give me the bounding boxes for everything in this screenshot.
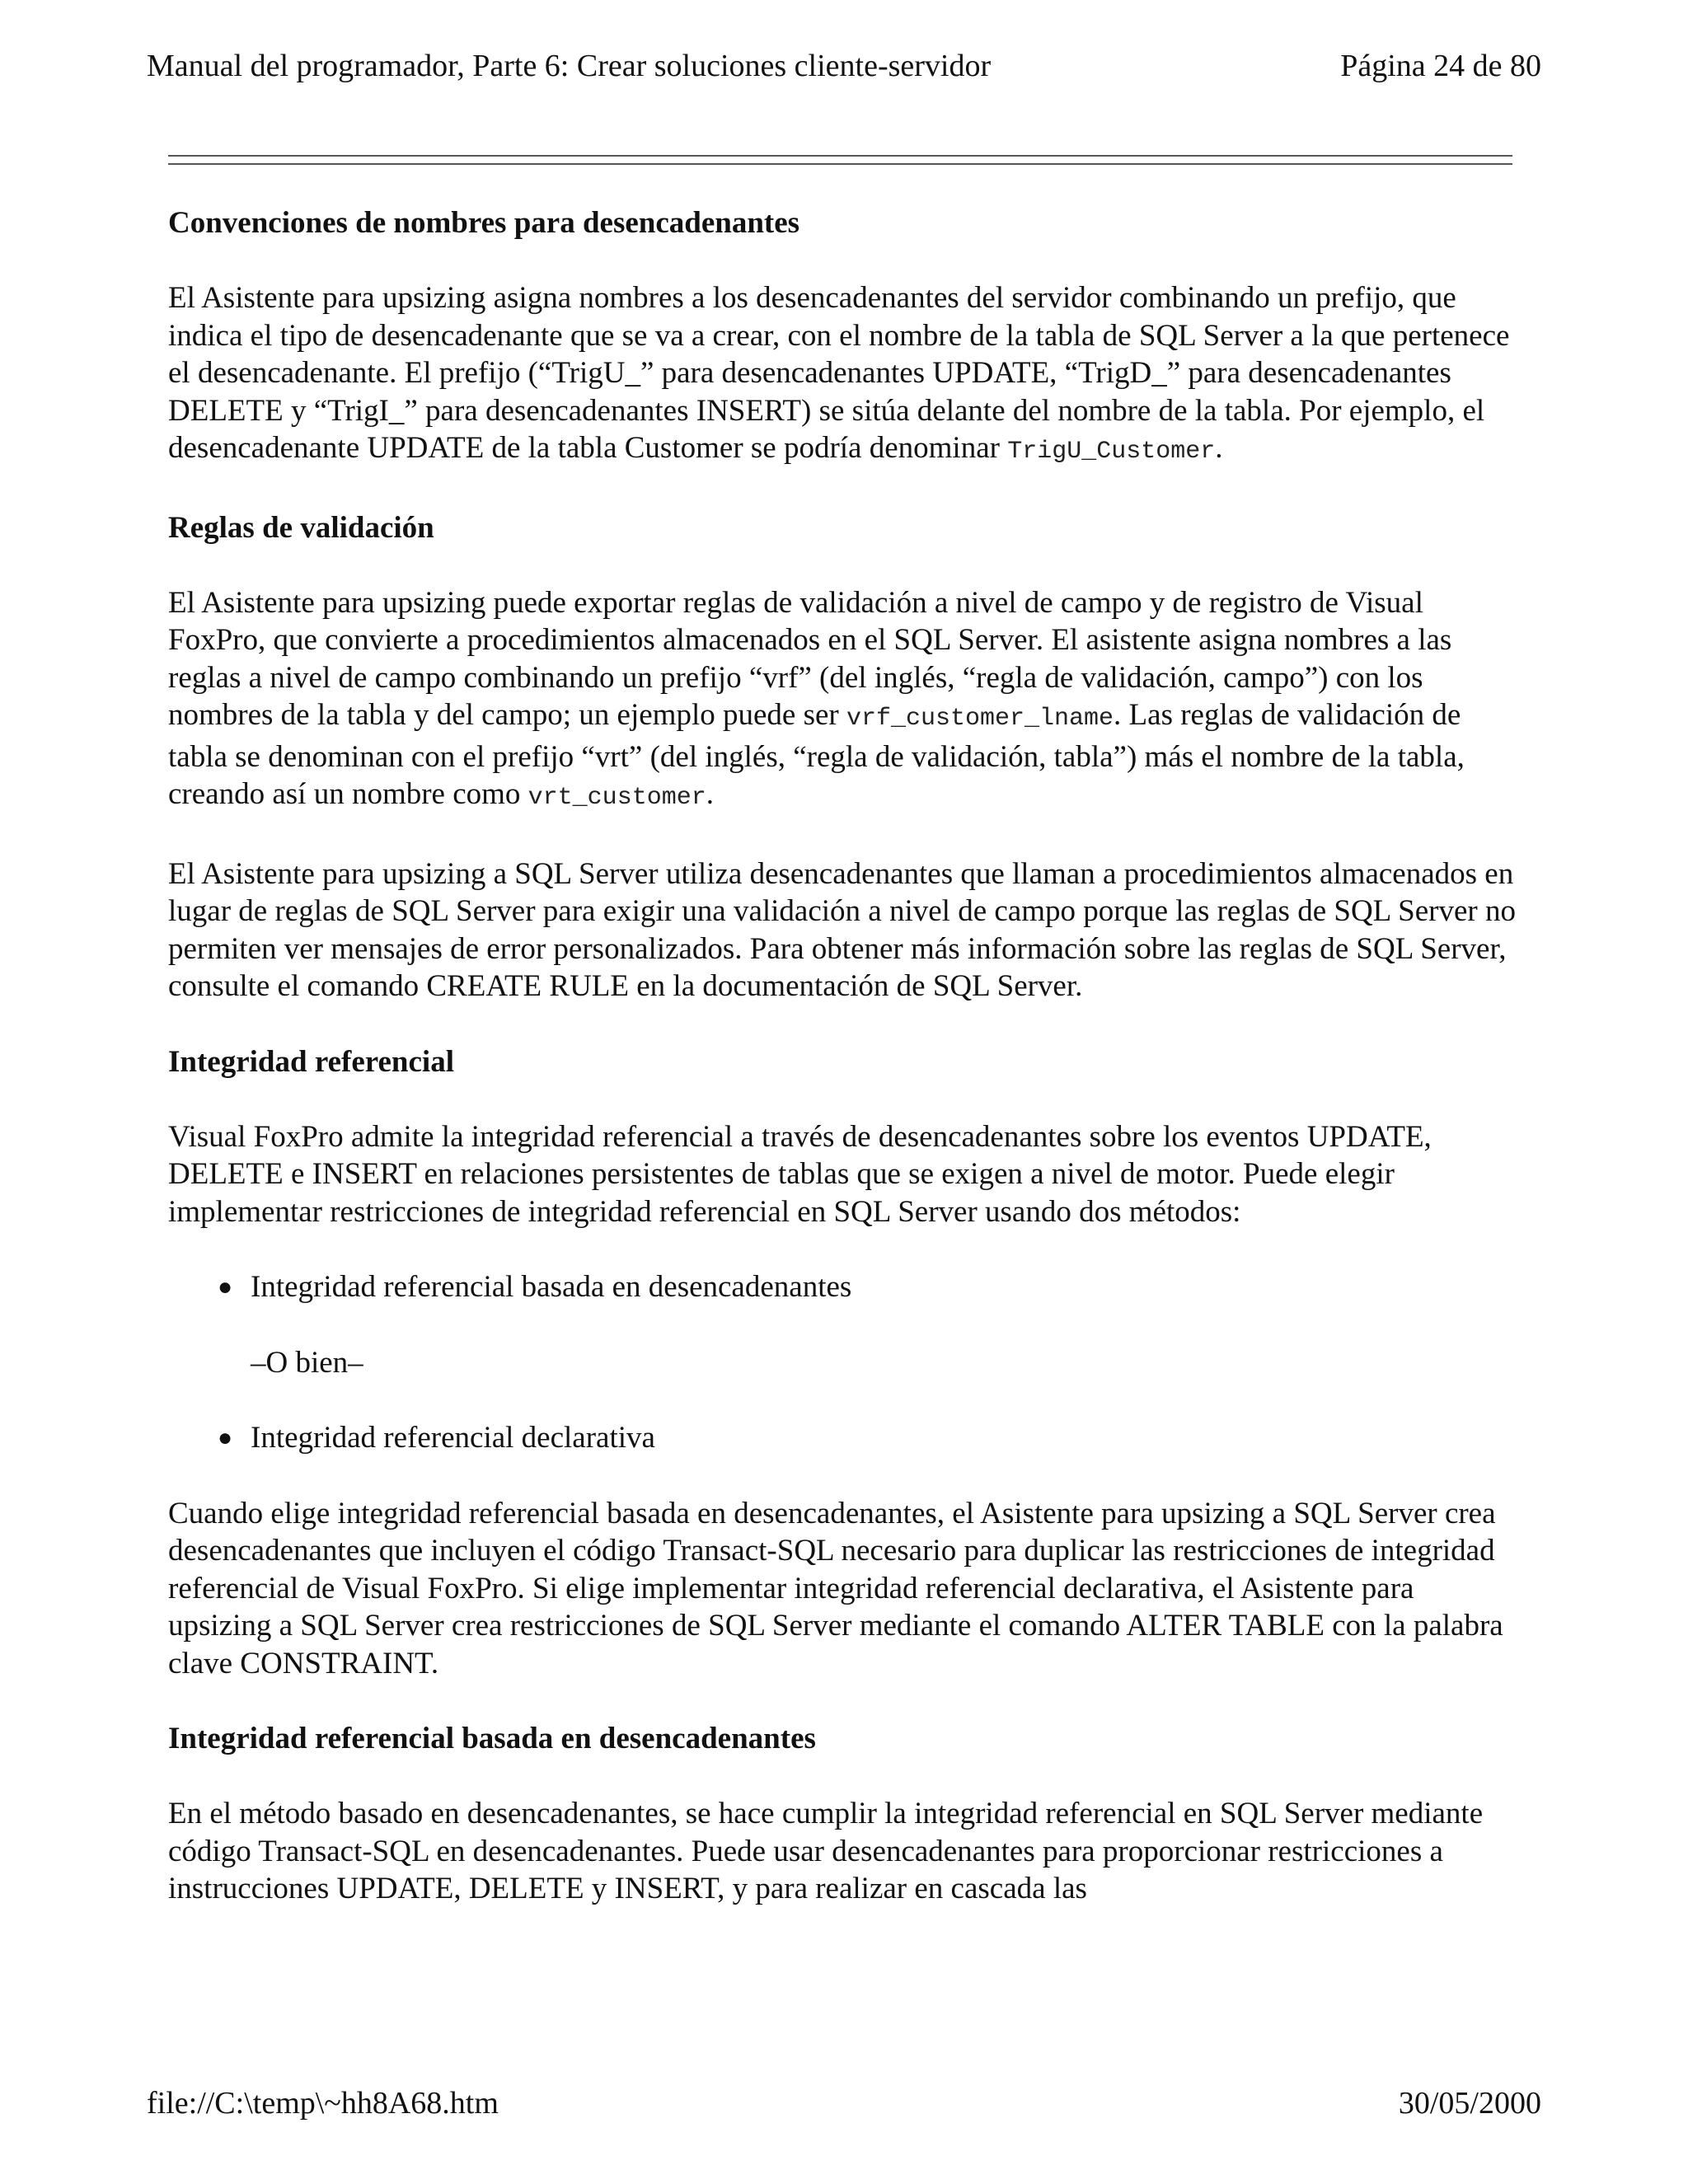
bullet-icon: ● [218,1273,233,1301]
paragraph-validation-rules [168,584,1520,818]
page-number: Página 24 de 80 [1340,49,1541,83]
code-trigu-customer: TrigU_Customer [1007,438,1216,466]
print-date: 30/05/2000 [1398,2086,1541,2121]
list-item [168,1268,1520,1306]
paragraph-trigger-vs-declarative: Cuando elige integridad referencial basada en desencadenantes, el Asistente para upsizing a SQL Server crea desencadenantes que incluyen el código Transact-SQL necesario para duplicar las restricciones de integridad referencial de Visual FoxPro. Si elige implementar integridad referencial declarativa, el Asistente para upsizing a SQL Server crea restricciones de SQL Server mediante el comando ALTER TABLE con la palabra clave CONSTRAINT. [168,1496,1503,1680]
bullet-icon: ● [218,1424,233,1451]
list-item-label: Integridad referencial basada en desencadenantes [251,1270,852,1304]
methods-list-continued [168,1419,1520,1457]
section-heading-validation-rules: Reglas de validación [168,510,434,545]
paragraph-referential-integrity: Visual FoxPro admite la integridad referencial a través de desencadenantes sobre los eventos UPDATE, DELETE e INSERT en relaciones persistentes de tablas que se exigen a nivel de motor. Puede elegir implementar restricciones de integridad referencial en SQL Server usando dos métodos: [168,1119,1432,1229]
paragraph-trigger-based-integrity: En el método basado en desencadenantes, se hace cumplir la integridad referencial en SQL Server mediante código Transact-SQL en desencadenantes. Puede usar desencadenantes para proporcionar restricciones a instrucciones UPDATE, DELETE y INSERT, y para realizar en cascada las [168,1797,1484,1905]
code-vrf-customer-lname: vrf_customer_lname [846,705,1114,733]
section-heading-trigger-based-integrity: Integridad referencial basada en desencadenantes [168,1722,816,1755]
paragraph-text-middle: . Las reglas de validación de tabla se denominan con el prefijo “vrt” (del inglés, “regla de validación, tabla”) más el nombre de la tabla, creando así un nombre como [168,698,1465,811]
methods-list [168,1268,1520,1306]
page-footer [147,2085,1541,2131]
file-path: file://C:\temp\~hh8A68.htm [147,2086,499,2121]
document-title: Manual del programador, Parte 6: Crear soluciones cliente-servidor [147,49,992,83]
code-vrt-customer: vrt_customer [528,784,706,812]
list-item-label: Integridad referencial declarativa [251,1421,655,1455]
or-separator: –O bien– [251,1345,363,1380]
section-heading-referential-integrity: Integridad referencial [168,1044,454,1079]
paragraph-text: El Asistente para upsizing asigna nombres a los desencadenantes del servidor combinando un prefijo, que indica el tipo de desencadenante que se va a crear, con el nombre de la tabla de SQL Server a la que pertenece el desencadenante. El prefijo (“TrigU_” para desencadenantes UPDATE, “TrigD_” para desencadenantes DELETE y “TrigI_” para desencadenantes INSERT) se sitúa delante del nombre de la tabla. Por ejemplo, el desencadenante UPDATE de la tabla Customer se podría denominar [168,281,1510,465]
paragraph-end: . [706,777,714,811]
header-divider [168,155,1512,165]
document-body [168,204,1520,1946]
paragraph-end: . [1215,431,1223,465]
list-item [168,1419,1520,1457]
page-header [147,48,1541,94]
paragraph-naming-conventions [168,279,1520,471]
paragraph-validation-triggers: El Asistente para upsizing a SQL Server utiliza desencadenantes que llaman a procedimientos almacenados en lugar de reglas de SQL Server para exigir una validación a nivel de campo porque las reglas de SQL Server no permiten ver mensajes de error personalizados. Para obtener más información sobre las reglas de SQL Server, consulte el comando CREATE RULE en la documentación de SQL Server. [168,856,1516,1003]
section-heading-naming-conventions: Convenciones de nombres para desencadenantes [168,206,800,240]
paragraph-text: El Asistente para upsizing puede exportar reglas de validación a nivel de campo y de registro de Visual FoxPro, que convierte a procedimientos almacenados en el SQL Server. El asistente asigna nombres a las reglas a nivel de campo combinando un prefijo “vrf” (del inglés, “regla de validación, campo”) con los nombres de la tabla y del campo; un ejemplo puede ser [168,585,1452,732]
